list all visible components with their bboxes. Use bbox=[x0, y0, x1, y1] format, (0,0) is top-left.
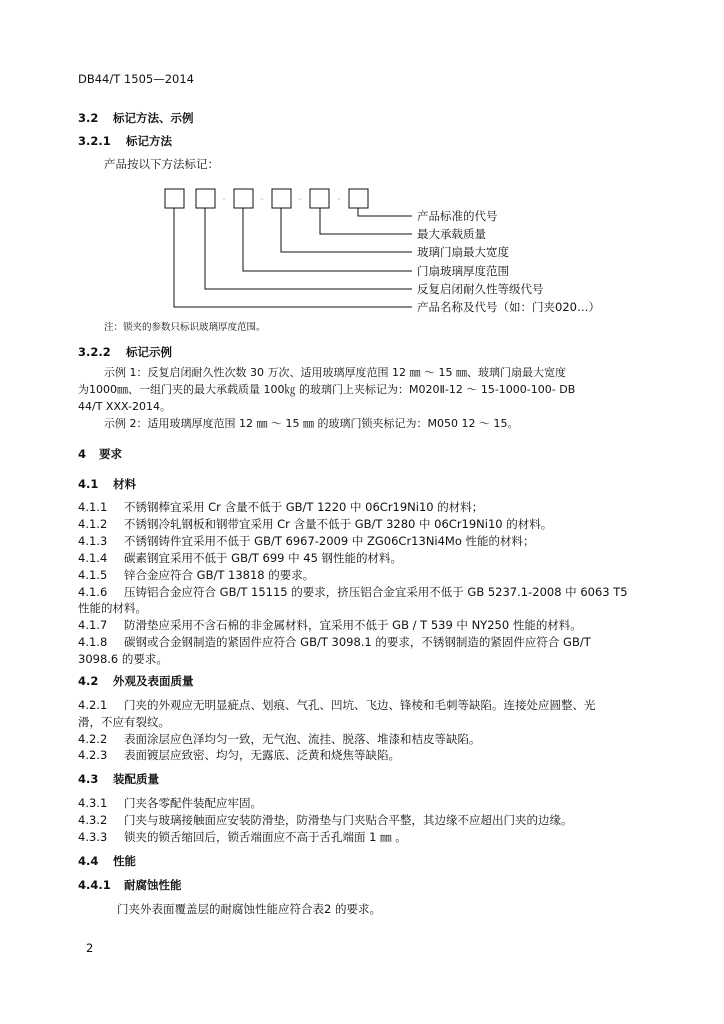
leader-line-3 bbox=[281, 208, 412, 252]
marking-intro: 产品按以下方法标记： bbox=[104, 157, 219, 171]
leader-line-1 bbox=[358, 208, 412, 216]
marking-sep-1: - bbox=[222, 194, 226, 205]
example-1-line-3: 44/T XXX-2014。 bbox=[78, 400, 171, 413]
item-4-1-7-text: 防滑垫应采用不含石棉的非金属材料，宜采用不低于 GB / T 539 中 NY250 性能的材料。 bbox=[124, 618, 582, 632]
item-4-2-1-number: 4.2.1 bbox=[78, 698, 108, 712]
item-4-1-6-text: 压铸铝合金应符合 GB/T 15115 的要求，挤压铝合金宜采用不低于 GB 5237.1-2008 中 6063 T5 bbox=[124, 585, 628, 599]
leader-line-5 bbox=[205, 208, 412, 289]
marking-label-max-load: 最大承载质量 bbox=[417, 227, 486, 241]
item-4-3-2-text: 门夹与玻璃接触面应安装防滑垫，防滑垫与门夹贴合平整，其边缘不应超出门夹的边缘。 bbox=[124, 813, 573, 827]
section-4-4-number: 4.4 bbox=[78, 854, 99, 868]
item-4-1-2-text: 不锈钢冷轧钢板和钢带宜采用 Cr 含量不低于 GB/T 3280 中 06Cr19Ni10 的材料。 bbox=[124, 517, 553, 531]
item-4-2-1-cont: 滑，不应有裂纹。 bbox=[78, 715, 170, 729]
section-4-4-1-number: 4.4.1 bbox=[78, 878, 111, 892]
marking-label-durability-grade: 反复启闭耐久性等级代号 bbox=[417, 282, 544, 296]
item-4-1-4-number: 4.1.4 bbox=[78, 551, 108, 565]
item-4-2-3-number: 4.2.3 bbox=[78, 748, 108, 762]
section-4-title: 要求 bbox=[99, 447, 122, 461]
item-4-3-1-number: 4.3.1 bbox=[78, 796, 108, 810]
doc-id: DB44/T 1505—2014 bbox=[78, 72, 194, 86]
corrosion-paragraph: 门夹外表面覆盖层的耐腐蚀性能应符合表2 的要求。 bbox=[117, 902, 381, 916]
item-4-1-3-number: 4.1.3 bbox=[78, 534, 108, 548]
item-4-1-3-text: 不锈钢铸件宜采用不低于 GB/T 6967-2009 中 ZG06Cr13Ni4Mo 性能的材料； bbox=[124, 534, 535, 548]
marking-label-standard-code: 产品标准的代号 bbox=[417, 209, 498, 223]
section-4-1-number: 4.1 bbox=[78, 477, 99, 491]
item-4-2-3-text: 表面镀层应致密、均匀，无露底、泛黄和烧焦等缺陷。 bbox=[124, 748, 400, 762]
item-4-1-2-number: 4.1.2 bbox=[78, 517, 108, 531]
section-3-2-1-title: 标记方法 bbox=[126, 134, 172, 148]
item-4-1-8-cont: 3098.6 的要求。 bbox=[78, 652, 168, 666]
item-4-1-8-text: 碳钢或合金钢制造的紧固件应符合 GB/T 3098.1 的要求，不锈钢制造的紧固件应符合 GB/T bbox=[124, 635, 591, 649]
marking-box-4 bbox=[272, 189, 291, 208]
example-2: 示例 2：适用玻璃厚度范围 12 ㎜ ～ 15 ㎜ 的玻璃门锁夹标记为：M050 12 ～ 15。 bbox=[104, 417, 519, 430]
example-1-line-2: 为1000㎜、一组门夹的最大承载质量 100㎏ 的玻璃门上夹标记为：M020Ⅱ-12 ～ 15-1000-100- DB bbox=[78, 383, 576, 396]
page-number: 2 bbox=[86, 941, 94, 955]
section-4-4-title: 性能 bbox=[113, 854, 136, 868]
marking-label-glass-thickness: 门扇玻璃厚度范围 bbox=[417, 264, 509, 278]
section-4-number: 4 bbox=[78, 447, 87, 461]
item-4-1-1-text: 不锈钢棒宜采用 Cr 含量不低于 GB/T 1220 中 06Cr19Ni10 的材料； bbox=[124, 500, 484, 514]
item-4-3-2-number: 4.3.2 bbox=[78, 813, 108, 827]
marking-box-5 bbox=[310, 189, 329, 208]
marking-label-max-width: 玻璃门扇最大宽度 bbox=[417, 245, 509, 259]
section-3-2-2-number: 3.2.2 bbox=[78, 345, 111, 359]
section-3-2-2-title: 标记示例 bbox=[126, 345, 172, 359]
leader-line-4 bbox=[243, 208, 412, 271]
item-4-1-8-number: 4.1.8 bbox=[78, 635, 108, 649]
section-3-2-1-number: 3.2.1 bbox=[78, 134, 111, 148]
item-4-1-5-text: 锌合金应符合 GB/T 13818 的要求。 bbox=[124, 568, 315, 582]
marking-sep-2: - bbox=[260, 194, 264, 205]
marking-box-1 bbox=[165, 189, 184, 208]
marking-note: 注：锁夹的参数只标识玻璃厚度范围。 bbox=[104, 322, 266, 333]
item-4-3-3-number: 4.3.3 bbox=[78, 830, 108, 844]
item-4-1-6-number: 4.1.6 bbox=[78, 585, 108, 599]
item-4-1-5-number: 4.1.5 bbox=[78, 568, 108, 582]
item-4-1-4-text: 碳素钢宜采用不低于 GB/T 699 中 45 钢性能的材料。 bbox=[124, 551, 403, 565]
item-4-1-1-number: 4.1.1 bbox=[78, 500, 108, 514]
leader-line-6 bbox=[174, 208, 412, 307]
marking-label-product-code: 产品名称及代号（如：门夹020…） bbox=[417, 300, 600, 314]
marking-box-2 bbox=[196, 189, 215, 208]
item-4-1-6-cont: 性能的材料。 bbox=[78, 601, 147, 615]
item-4-3-3-text: 锁夹的锁舌缩回后，锁舌端面应不高于舌孔端面 1 ㎜ 。 bbox=[124, 830, 407, 844]
item-4-2-2-text: 表面涂层应色泽均匀一致，无气泡、流挂、脱落、堆漆和桔皮等缺陷。 bbox=[124, 732, 481, 746]
section-4-3-number: 4.3 bbox=[78, 772, 99, 786]
leader-line-2 bbox=[320, 208, 412, 234]
marking-sep-4: - bbox=[337, 194, 341, 205]
section-4-2-number: 4.2 bbox=[78, 674, 99, 688]
item-4-1-7-number: 4.1.7 bbox=[78, 618, 108, 632]
item-4-2-1-text: 门夹的外观应无明显疵点、划痕、气孔、凹坑、飞边、锋棱和毛刺等缺陷。连接处应圆整、光 bbox=[124, 698, 596, 712]
section-4-4-1-title: 耐腐蚀性能 bbox=[124, 878, 182, 892]
example-1-line-1: 示例 1：反复启闭耐久性次数 30 万次、适用玻璃厚度范围 12 ㎜ ～ 15 ㎜、玻璃门扇最大宽度 bbox=[104, 366, 566, 379]
section-3-2-number: 3.2 bbox=[78, 111, 99, 125]
section-3-2-title: 标记方法、示例 bbox=[113, 111, 194, 125]
section-4-3-title: 装配质量 bbox=[113, 772, 159, 786]
item-4-2-2-number: 4.2.2 bbox=[78, 732, 108, 746]
marking-box-6 bbox=[349, 189, 368, 208]
marking-box-3 bbox=[234, 189, 253, 208]
item-4-3-1-text: 门夹各零配件装配应牢固。 bbox=[124, 796, 262, 810]
section-4-2-title: 外观及表面质量 bbox=[113, 674, 194, 688]
section-4-1-title: 材料 bbox=[113, 477, 136, 491]
marking-sep-3: - bbox=[298, 194, 302, 205]
